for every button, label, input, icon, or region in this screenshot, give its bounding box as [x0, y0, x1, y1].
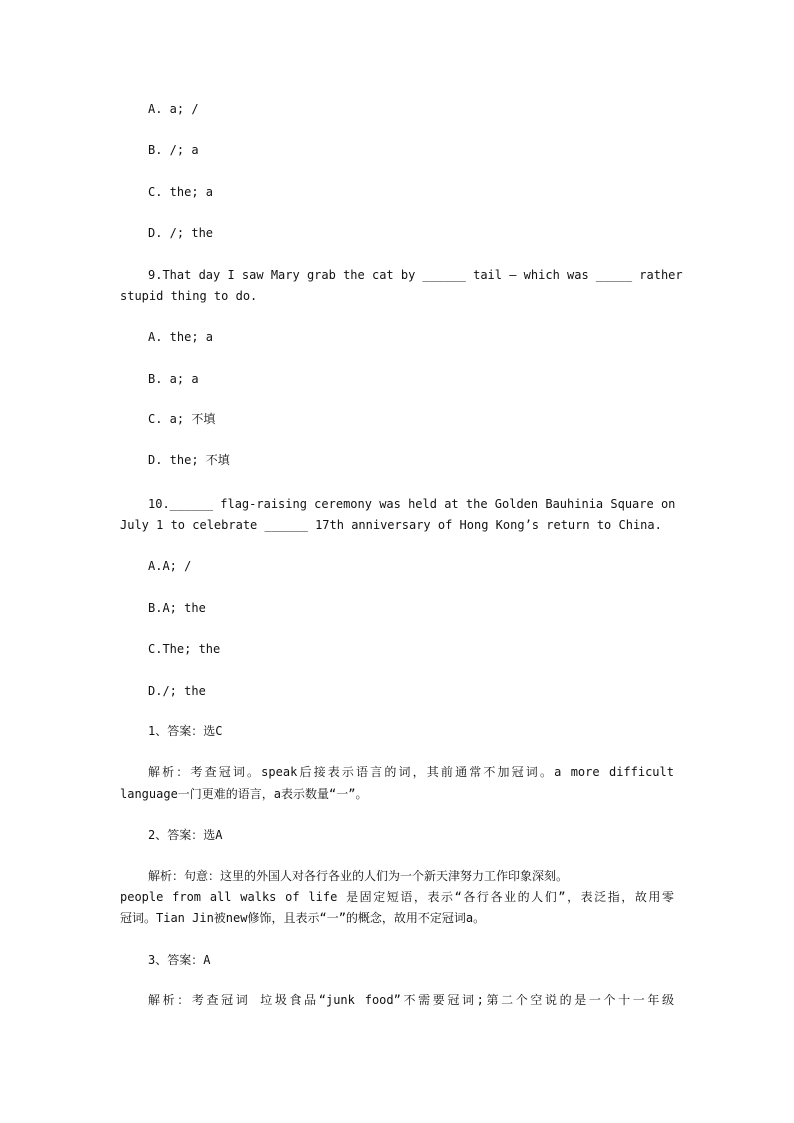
- q10-stem-line2: July 1 to celebrate ______ 17th anniversary of Hong Kong’s return to China.: [120, 518, 662, 532]
- q8-option-b: B. /; a: [148, 143, 199, 157]
- answer-2-explanation-line3: 冠词。Tian Jin被new修饰，且表示“一”的概念，故用不定冠词a。: [120, 911, 486, 925]
- answer-1-explanation-line2: language一门更难的语言，a表示数量“一”。: [120, 787, 368, 801]
- q9-option-b: B. a; a: [148, 372, 199, 386]
- answer-3-explanation-line1: 解析：考查冠词 垃圾食品“junk food”不需要冠词;第二个空说的是一个十一年级: [148, 993, 674, 1007]
- answer-3-title: 3、答案：A: [148, 953, 211, 967]
- q9-option-d: D. the; 不填: [148, 453, 230, 467]
- q9-stem-line1: 9.That day I saw Mary grab the cat by ______ tail — which was _____ rather: [148, 268, 683, 282]
- q9-option-a: A. the; a: [148, 330, 214, 344]
- answer-2-explanation-line1: 解析：句意：这里的外国人对各行各业的人们为一个新天津努力工作印象深刻。: [148, 869, 569, 883]
- answer-1-explanation-line1: 解析：考查冠词。speak后接表示语言的词，其前通常不加冠词。a more difficult: [148, 765, 674, 779]
- q8-option-a: A. a; /: [148, 102, 199, 116]
- q9-option-c: C. a; 不填: [148, 412, 216, 426]
- q10-option-a: A.A; /: [148, 559, 192, 573]
- answer-2-title: 2、答案：选A: [148, 828, 223, 842]
- q8-option-c: C. the; a: [148, 185, 214, 199]
- q9-stem-line2: stupid thing to do.: [120, 289, 258, 303]
- q10-option-b: B.A; the: [148, 601, 206, 615]
- q8-option-d: D. /; the: [148, 226, 214, 240]
- q10-option-c: C.The; the: [148, 642, 221, 656]
- answer-1-title: 1、答案：选C: [148, 724, 223, 738]
- answer-2-explanation-line2: people from all walks of life 是固定短语，表示“各行各业的人们”，表泛指，故用零: [120, 890, 674, 904]
- q10-option-d: D./; the: [148, 684, 206, 698]
- q10-stem-line1: 10.______ flag-raising ceremony was held at the Golden Bauhinia Square on: [148, 497, 676, 511]
